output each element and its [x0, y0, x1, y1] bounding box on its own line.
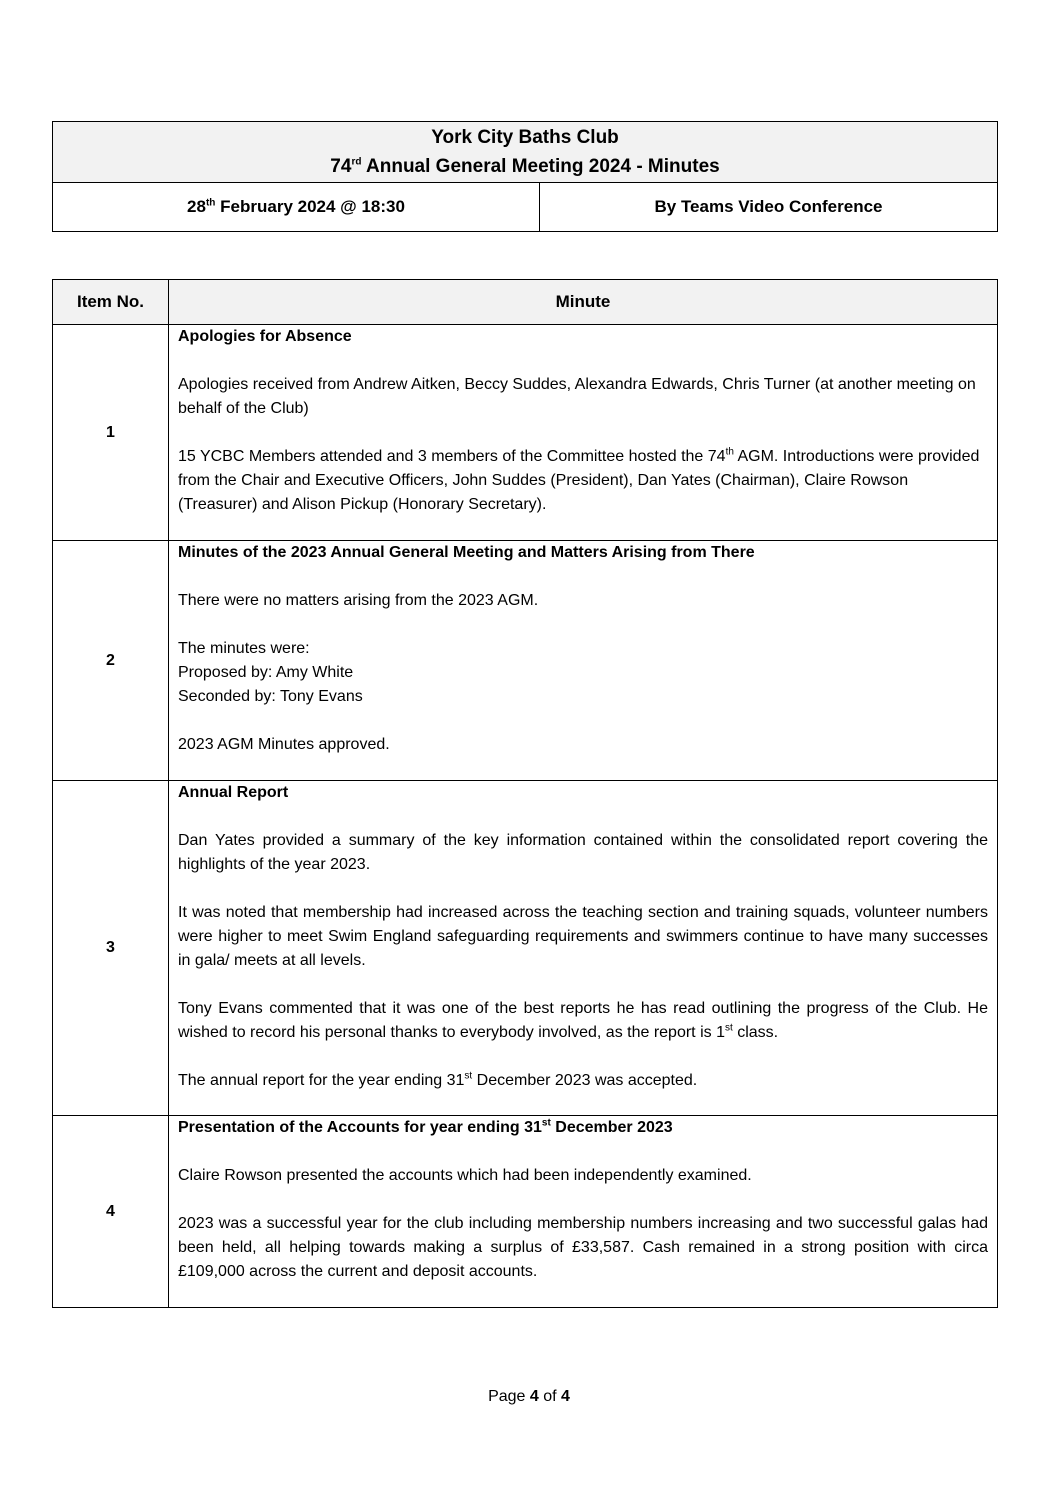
proposed-by: Proposed by: Amy White: [178, 664, 354, 681]
item-number: 1: [53, 325, 169, 541]
minute-cell: [169, 325, 998, 541]
item-number: 3: [53, 781, 169, 1116]
item-title: [178, 1116, 988, 1140]
minute-cell: [169, 541, 998, 781]
item-number: 2: [53, 541, 169, 781]
minute-cell: [169, 1116, 998, 1308]
item-title: Apologies for Absence: [178, 328, 352, 345]
text-run: AGM. Introductions were provided from the Chair and Executive Officers, John Suddes (President), Dan Yates (Chairman), Claire Rowson (Treasurer) and Alison Pickup (Honorary Secretary).: [178, 448, 980, 513]
item-paragraph: 2023 AGM Minutes approved.: [178, 736, 390, 753]
date-rest: February 2024 @ 18:30: [215, 197, 405, 216]
col-minute-header: Minute: [169, 280, 998, 325]
ordinal-suffix: st: [724, 1022, 733, 1034]
text-run: Presentation of the Accounts for year ending 31: [178, 1119, 542, 1136]
page-footer: [0, 1388, 1058, 1406]
ordinal-suffix: th: [725, 446, 734, 458]
minutes-table: [52, 279, 998, 1308]
meeting-venue: By Teams Video Conference: [540, 183, 998, 232]
date-day: 28: [187, 197, 206, 216]
seconded-by: Seconded by: Tony Evans: [178, 688, 363, 705]
minutes-header-row: [53, 280, 998, 325]
item-number: 4: [53, 1116, 169, 1308]
meeting-title-cell: [53, 122, 998, 183]
item-paragraph: [178, 637, 988, 709]
item-title: Minutes of the 2023 Annual General Meeting and Matters Arising from There: [178, 544, 755, 561]
meeting-number: 74: [330, 156, 352, 177]
minute-row-3: [53, 781, 998, 1116]
text-run: class.: [732, 1024, 779, 1041]
text-run: The annual report for the year ending 31: [178, 1072, 465, 1089]
text-run: 15 YCBC Members attended and 3 members of the Committee hosted the 74: [178, 448, 726, 465]
meeting-title: [53, 152, 997, 181]
page-of-label: of: [538, 1388, 562, 1405]
date-suffix: th: [205, 197, 216, 209]
minute-row-1: [53, 325, 998, 541]
item-paragraph: There were no matters arising from the 2023 AGM.: [178, 592, 539, 609]
item-paragraph: [178, 997, 988, 1045]
minute-row-4: [53, 1116, 998, 1308]
page-label: Page: [488, 1388, 530, 1405]
item-paragraph: [178, 1069, 988, 1093]
item-paragraph: Claire Rowson presented the accounts which had been independently examined.: [178, 1167, 752, 1184]
meeting-date: [53, 183, 540, 232]
text-run: Tony Evans commented that it was one of the best reports he has read outlining the progress of the Club. He wished to record his personal thanks to everybody involved, as the report is 1: [178, 1000, 988, 1041]
ordinal-suffix: st: [464, 1070, 473, 1082]
item-paragraph: [178, 445, 988, 517]
text-run: December 2023 was accepted.: [472, 1072, 698, 1089]
text-line: The minutes were:: [178, 640, 310, 657]
item-paragraph: 2023 was a successful year for the club including membership numbers increasing and two successful galas had been held, all helping towards making a surplus of £33,587. Cash remained in a strong position with circa £109,000 across the current and deposit accounts.: [178, 1215, 988, 1280]
org-name: York City Baths Club: [431, 127, 619, 148]
total-pages: 4: [561, 1388, 570, 1405]
ordinal-suffix: st: [541, 1117, 551, 1129]
item-paragraph: Apologies received from Andrew Aitken, Beccy Suddes, Alexandra Edwards, Chris Turner (at another meeting on behalf of the Club): [178, 376, 976, 417]
current-page: 4: [529, 1388, 539, 1405]
minute-cell: [169, 781, 998, 1116]
meeting-title-rest: Annual General Meeting 2024 - Minutes: [361, 156, 720, 177]
meeting-number-suffix: rd: [351, 156, 362, 168]
minute-row-2: [53, 541, 998, 781]
meeting-header-table: [52, 121, 998, 232]
item-paragraph: It was noted that membership had increased across the teaching section and training squads, volunteer numbers were higher to meet Swim England safeguarding requirements and swimmers continue to have many successes in gala/ meets at all levels.: [178, 904, 988, 969]
item-paragraph: Dan Yates provided a summary of the key information contained within the consolidated report covering the highlights of the year 2023.: [178, 832, 988, 873]
item-title: Annual Report: [178, 784, 289, 801]
col-item-header: Item No.: [53, 280, 169, 325]
text-run: December 2023: [550, 1119, 673, 1136]
